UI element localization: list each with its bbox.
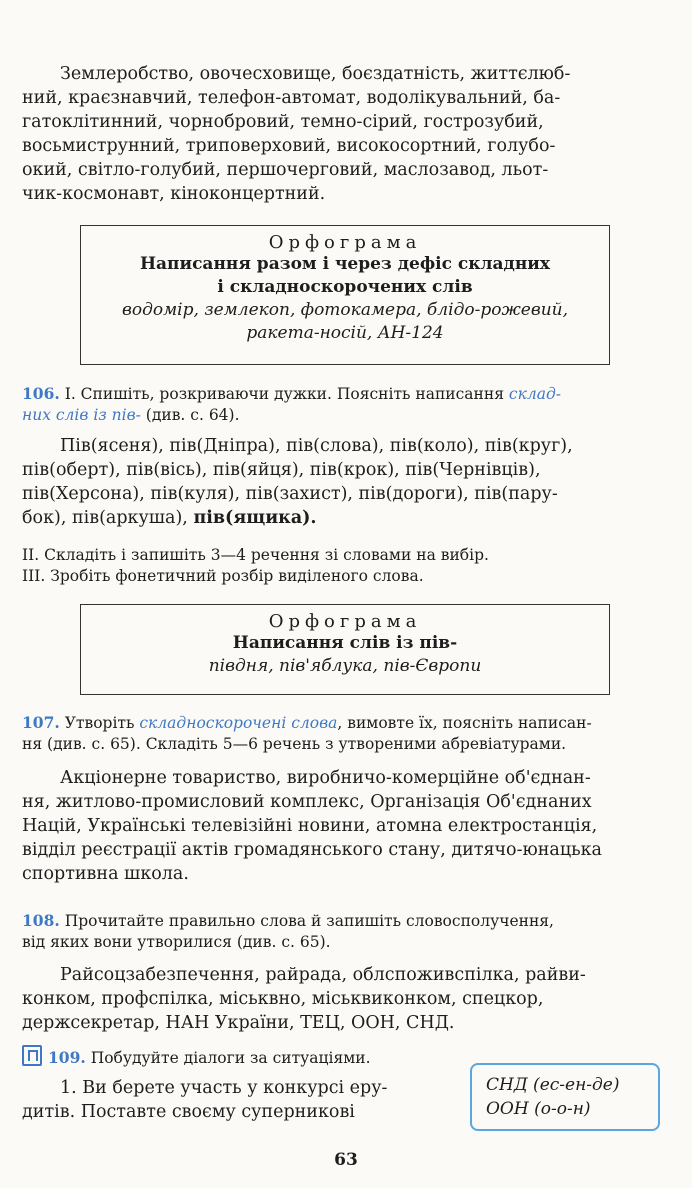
- intro-line: чик-космонавт, кіноконцертний.: [22, 184, 326, 204]
- body-line: спортивна школа.: [22, 864, 189, 884]
- intro-line: восьмиструнний, триповерховий, високосортний, голубо-: [22, 136, 556, 156]
- task-text: I. Спишіть, розкриваючи дужки. Поясніть написання: [64, 385, 509, 403]
- body-line: відділ реєстрації актів громадянського стану, дитячо-юнацька: [22, 840, 602, 860]
- exercise-108-body: [22, 963, 672, 1035]
- task-text: ня (див. с. 65). Складіть 5—6 речень з утвореними абревіатурами.: [22, 735, 567, 753]
- exercise-106-subtasks: [22, 545, 672, 587]
- intro-line: гатоклітинний, чорнобровий, темно-сірий, гострозубий,: [22, 112, 544, 132]
- exercise-109-task: [22, 1045, 462, 1069]
- body-line: 1. Ви берете участь у конкурсі еру-: [60, 1078, 388, 1098]
- body-line: [22, 506, 672, 530]
- rule-heading: Орфограма: [268, 611, 422, 632]
- body-line: Пів(ясеня), пів(Дніпра), пів(слова), пів(коло), пів(круг),: [60, 436, 573, 456]
- rule-example-line: водомір, землекоп, фотокамера, блідо-рожевий,: [121, 300, 569, 320]
- intro-line: Землеробство, овочесховище, боєздатність, життєлюб-: [60, 64, 571, 84]
- task-text: Прочитайте правильно слова й запишіть словосполучення,: [59, 912, 554, 930]
- rule-title: Написання слів із пів-: [232, 633, 458, 653]
- rule-title-line: і складноскорочених слів: [217, 277, 473, 297]
- body-line: пів(оберт), пів(вісь), пів(яйця), пів(крок), пів(Чернівців),: [22, 460, 541, 480]
- rule-title-line: Написання разом і через дефіс складних: [139, 254, 551, 274]
- task-text: Побудуйте діалоги за ситуаціями.: [85, 1049, 371, 1067]
- task-text: , вимовте їх, поясніть написан-: [337, 714, 592, 732]
- exercise-108-task: [22, 910, 672, 953]
- body-line: держсекретар, НАН України, ТЕЦ, ООН, СНД.: [22, 1013, 455, 1033]
- exercise-109-body: [22, 1076, 432, 1124]
- rule-example: півдня, пів'яблука, пів-Європи: [208, 656, 482, 676]
- rule-heading: Орфограма: [268, 232, 422, 253]
- exercise-number: 108.: [22, 911, 60, 930]
- body-line: дитів. Поставте своєму суперникові: [22, 1102, 355, 1122]
- rule-example-line: ракета-носій, АН-124: [246, 323, 444, 343]
- body-line: Райсоцзабезпечення, райрада, облспоживспілка, райви-: [60, 965, 586, 985]
- spelling-rule-box-2: [80, 604, 610, 695]
- abbreviation-line: СНД (ес-ен-де): [486, 1075, 620, 1095]
- abbreviation-pronunciation-box: [470, 1063, 660, 1131]
- exercise-107-task: [22, 712, 672, 755]
- subtask-2: II. Складіть і запишіть 3—4 речення зі словами на вибір.: [22, 546, 489, 564]
- exercise-107-body: [22, 766, 672, 886]
- task-text: від яких вони утворилися (див. с. 65).: [22, 933, 331, 951]
- body-line: Націй, Українські телевізійні новини, атомна електростанція,: [22, 816, 598, 836]
- intro-paragraph-rest: [22, 86, 672, 206]
- task-text: (див. с. 64).: [140, 406, 240, 424]
- rule-link: складноскорочені слова: [139, 714, 338, 732]
- spelling-rule-box-1: [80, 225, 610, 365]
- intro-paragraph: [22, 62, 672, 86]
- exercise-106-task: [22, 383, 672, 426]
- rule-link: них слів із пів-: [22, 406, 141, 424]
- body-text: бок), пів(аркуша),: [22, 508, 194, 528]
- task-text: Утворіть: [59, 714, 140, 732]
- rule-link: склад-: [508, 385, 562, 403]
- highlighted-word: пів(ящика).: [193, 508, 317, 528]
- exercise-number: 107.: [22, 713, 60, 732]
- page-number: 63: [334, 1150, 358, 1170]
- exercise-number: 106.: [22, 384, 60, 403]
- abbreviation-line: ООН (о-о-н): [486, 1099, 591, 1119]
- subtask-3: III. Зробіть фонетичний розбір виділеного слова.: [22, 567, 424, 585]
- intro-line: ний, краєзнавчий, телефон-автомат, водолікувальний, ба-: [22, 88, 561, 108]
- exercise-106-body: [22, 434, 672, 530]
- body-line: конком, профспілка, міськвно, міськвиконком, спецкор,: [22, 989, 544, 1009]
- exercise-number: 109.: [48, 1048, 86, 1067]
- body-line: ня, житлово-промисловий комплекс, Організація Об'єднаних: [22, 792, 592, 812]
- body-line: пів(Херсона), пів(куля), пів(захист), пів(дороги), пів(пару-: [22, 484, 558, 504]
- intro-line: окий, світло-голубий, першочерговий, маслозавод, льот-: [22, 160, 549, 180]
- body-line: Акціонерне товариство, виробничо-комерційне об'єднан-: [60, 768, 591, 788]
- dialogue-icon: [22, 1045, 42, 1066]
